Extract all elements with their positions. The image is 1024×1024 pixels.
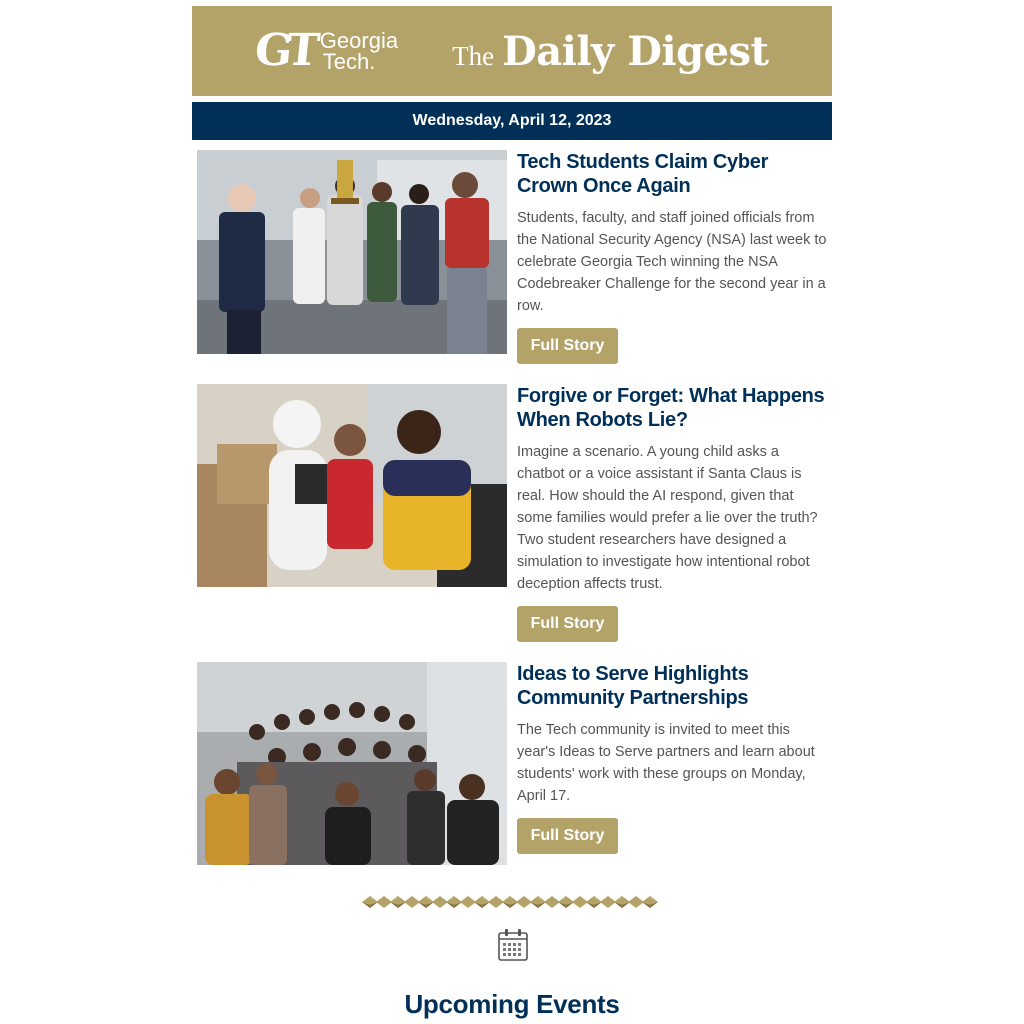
logo-line-1: Georgia — [319, 28, 399, 53]
story-summary: The Tech community is invited to meet this year's Ideas to Serve partners and learn about students' work with these groups on Monday, April 17. — [517, 722, 815, 804]
story-2 — [197, 384, 827, 642]
calendar-icon — [497, 928, 529, 962]
story-1-photo[interactable] — [197, 150, 507, 354]
issue-date: Wednesday, April 12, 2023 — [412, 112, 612, 129]
full-story-button[interactable]: Full Story — [517, 818, 618, 854]
story-title[interactable]: Tech Students Claim Cyber Crown Once Again — [517, 151, 769, 197]
story-title[interactable]: Forgive or Forget: What Happens When Robots Lie? — [517, 385, 825, 431]
story-title[interactable]: Ideas to Serve Highlights Community Partnerships — [517, 663, 749, 709]
full-story-button[interactable]: Full Story — [517, 328, 618, 364]
story-2-body — [517, 384, 827, 642]
full-story-button[interactable]: Full Story — [517, 606, 618, 642]
logo-line-2: Tech. — [322, 49, 376, 74]
upcoming-events-heading: Upcoming Events — [404, 989, 620, 1019]
story-1-body — [517, 150, 827, 364]
story-3 — [197, 662, 827, 872]
georgia-tech-logo[interactable] — [252, 25, 399, 76]
newsletter-title — [452, 28, 768, 75]
story-2-photo[interactable] — [197, 384, 507, 587]
story-summary: Imagine a scenario. A young child asks a chatbot or a voice assistant if Santa Claus is real. How should the AI respond, given that some families would prefer a lie over the truth? Two student researchers have designed a simulation to investigate how intentional robot deception affects trust. — [517, 444, 818, 592]
diamond-divider — [362, 891, 662, 913]
newsletter — [192, 6, 832, 1019]
logo-wordmark — [320, 30, 398, 72]
title-prefix: The — [452, 40, 495, 71]
title-main: Daily Digest — [502, 27, 769, 75]
story-3-photo[interactable] — [197, 662, 507, 865]
story-summary: Students, faculty, and staff joined officials from the National Security Agency (NSA) last week to celebrate Georgia Tech winning the NSA Codebreaker Challenge for the second year in a row. — [517, 210, 827, 314]
masthead — [192, 6, 832, 96]
story-3-body — [517, 662, 827, 854]
story-1 — [197, 150, 827, 370]
gt-logo-mark: GT — [252, 25, 317, 76]
date-bar — [192, 102, 832, 140]
